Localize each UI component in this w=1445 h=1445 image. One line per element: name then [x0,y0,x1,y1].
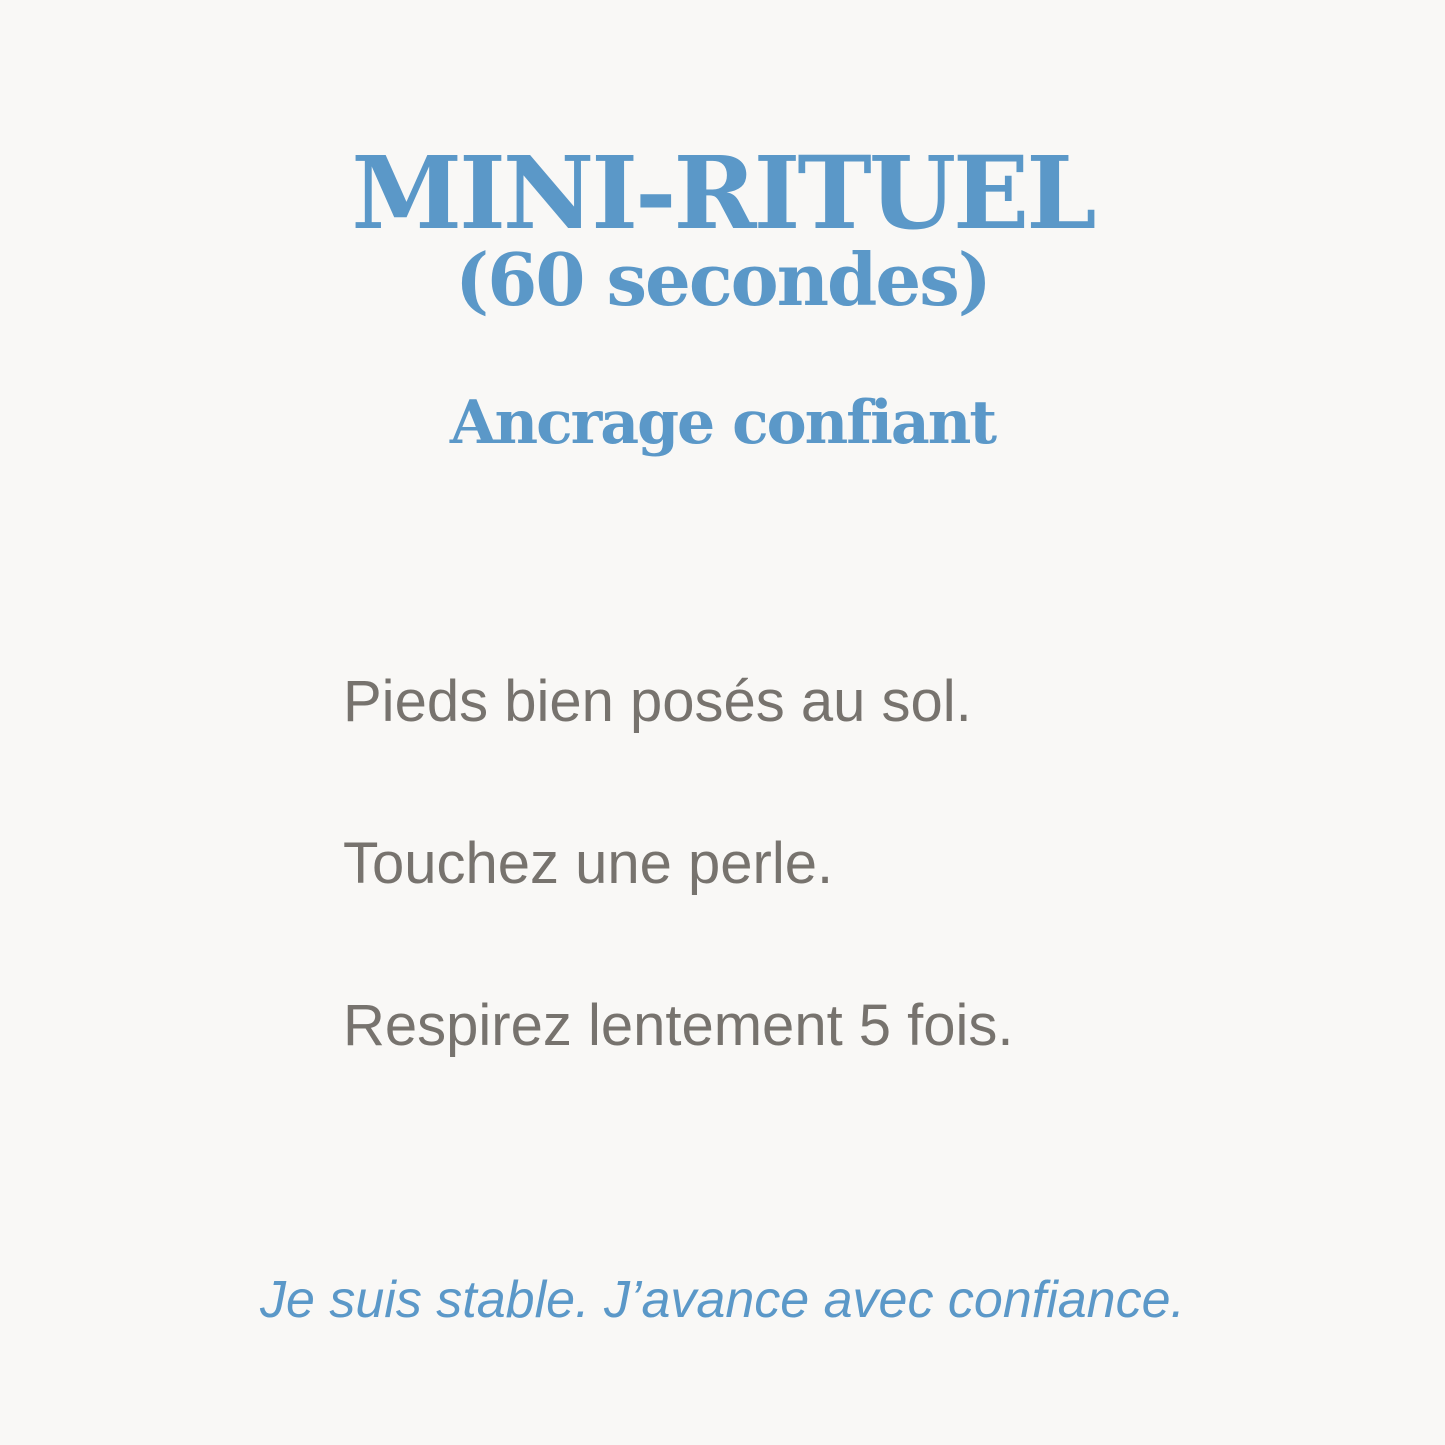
affirmation: Je suis stable. J’avance avec confiance. [260,1271,1185,1329]
step-1: Pieds bien posés au sol. [343,669,972,734]
ritual-heading: Ancrage confiant [449,388,996,458]
card-subtitle: (60 secondes) [455,237,990,322]
step-2: Touchez une perle. [343,831,834,896]
step-3: Respirez lentement 5 fois. [343,993,1014,1058]
card-title: MINI-RITUEL [351,134,1094,252]
